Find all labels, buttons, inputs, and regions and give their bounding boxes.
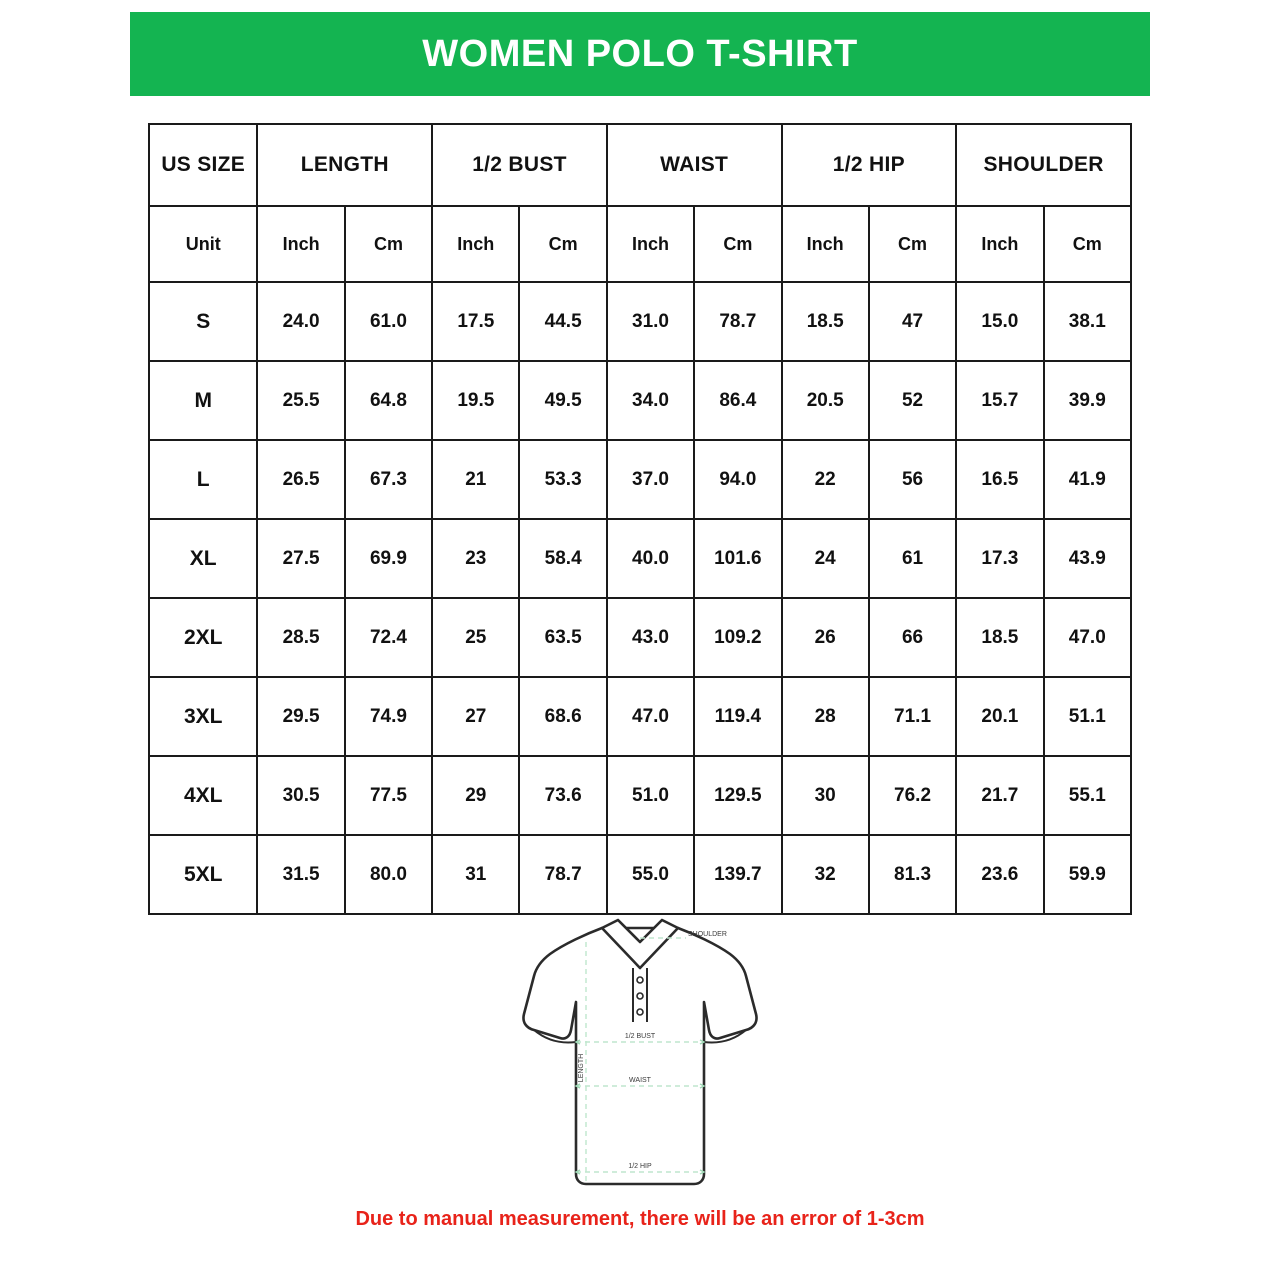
unit-length-inch: Inch (257, 206, 344, 282)
cell-length-cm: 74.9 (345, 677, 432, 756)
unit-label: Unit (149, 206, 257, 282)
table-row (149, 756, 1131, 835)
cell-bust-cm: 53.3 (519, 440, 606, 519)
cell-shoulder-cm: 47.0 (1044, 598, 1131, 677)
page-title: WOMEN POLO T-SHIRT (422, 32, 858, 75)
group-header-us-size: US SIZE (149, 124, 257, 206)
cell-waist-cm: 101.6 (694, 519, 781, 598)
cell-hip-cm: 56 (869, 440, 956, 519)
cell-length-cm: 67.3 (345, 440, 432, 519)
cell-shoulder-inch: 21.7 (956, 756, 1043, 835)
diagram-label-waist: WAIST (629, 1077, 651, 1084)
table-row (149, 361, 1131, 440)
row-size-label: XL (149, 519, 257, 598)
cell-shoulder-inch: 20.1 (956, 677, 1043, 756)
cell-length-inch: 26.5 (257, 440, 344, 519)
cell-waist-inch: 51.0 (607, 756, 694, 835)
cell-shoulder-cm: 38.1 (1044, 282, 1131, 361)
cell-waist-inch: 31.0 (607, 282, 694, 361)
table-row (149, 598, 1131, 677)
unit-bust-cm: Cm (519, 206, 606, 282)
row-size-label: L (149, 440, 257, 519)
cell-hip-cm: 66 (869, 598, 956, 677)
cell-waist-inch: 55.0 (607, 835, 694, 914)
cell-shoulder-cm: 39.9 (1044, 361, 1131, 440)
cell-length-cm: 80.0 (345, 835, 432, 914)
group-header-waist: WAIST (607, 124, 782, 206)
cell-shoulder-inch: 23.6 (956, 835, 1043, 914)
cell-waist-cm: 129.5 (694, 756, 781, 835)
cell-bust-inch: 31 (432, 835, 519, 914)
cell-hip-cm: 76.2 (869, 756, 956, 835)
cell-waist-cm: 78.7 (694, 282, 781, 361)
unit-bust-inch: Inch (432, 206, 519, 282)
cell-hip-inch: 32 (782, 835, 869, 914)
header-banner (130, 12, 1150, 96)
diagram-label-half-hip: 1/2 HIP (628, 1163, 652, 1170)
diagram-label-length: LENGTH (578, 1053, 585, 1083)
cell-length-inch: 30.5 (257, 756, 344, 835)
cell-hip-cm: 52 (869, 361, 956, 440)
cell-length-cm: 61.0 (345, 282, 432, 361)
cell-shoulder-inch: 15.7 (956, 361, 1043, 440)
cell-hip-cm: 71.1 (869, 677, 956, 756)
row-size-label: 4XL (149, 756, 257, 835)
cell-shoulder-cm: 51.1 (1044, 677, 1131, 756)
cell-hip-inch: 18.5 (782, 282, 869, 361)
cell-waist-inch: 40.0 (607, 519, 694, 598)
cell-bust-cm: 63.5 (519, 598, 606, 677)
row-size-label: S (149, 282, 257, 361)
cell-length-cm: 69.9 (345, 519, 432, 598)
cell-bust-inch: 27 (432, 677, 519, 756)
cell-bust-inch: 29 (432, 756, 519, 835)
cell-hip-inch: 28 (782, 677, 869, 756)
cell-hip-cm: 81.3 (869, 835, 956, 914)
cell-bust-cm: 73.6 (519, 756, 606, 835)
cell-shoulder-cm: 59.9 (1044, 835, 1131, 914)
size-table (148, 123, 1132, 915)
cell-shoulder-inch: 17.3 (956, 519, 1043, 598)
cell-waist-cm: 139.7 (694, 835, 781, 914)
cell-hip-cm: 61 (869, 519, 956, 598)
diagram-label-shoulder: SHOULDER (688, 931, 727, 938)
cell-length-inch: 28.5 (257, 598, 344, 677)
cell-length-inch: 29.5 (257, 677, 344, 756)
polo-shirt-diagram (0, 890, 1280, 1200)
table-unit-row (149, 206, 1131, 282)
cell-shoulder-cm: 41.9 (1044, 440, 1131, 519)
cell-waist-cm: 109.2 (694, 598, 781, 677)
cell-length-cm: 64.8 (345, 361, 432, 440)
size-table-container (148, 123, 1132, 915)
polo-shirt-icon (490, 890, 790, 1190)
cell-length-inch: 31.5 (257, 835, 344, 914)
unit-shoulder-cm: Cm (1044, 206, 1131, 282)
group-header-shoulder: SHOULDER (956, 124, 1131, 206)
diagram-label-half-bust: 1/2 BUST (624, 1033, 656, 1040)
cell-bust-inch: 25 (432, 598, 519, 677)
row-size-label: 2XL (149, 598, 257, 677)
cell-waist-inch: 34.0 (607, 361, 694, 440)
cell-hip-inch: 20.5 (782, 361, 869, 440)
table-group-header-row (149, 124, 1131, 206)
table-row (149, 440, 1131, 519)
measurement-note: Due to manual measurement, there will be an error of 1-3cm (355, 1208, 925, 1230)
cell-shoulder-inch: 18.5 (956, 598, 1043, 677)
cell-length-inch: 24.0 (257, 282, 344, 361)
cell-waist-inch: 47.0 (607, 677, 694, 756)
cell-bust-inch: 21 (432, 440, 519, 519)
cell-bust-cm: 58.4 (519, 519, 606, 598)
cell-waist-inch: 37.0 (607, 440, 694, 519)
cell-bust-cm: 78.7 (519, 835, 606, 914)
row-size-label: 3XL (149, 677, 257, 756)
unit-waist-cm: Cm (694, 206, 781, 282)
group-header-half-hip: 1/2 HIP (782, 124, 957, 206)
cell-hip-inch: 30 (782, 756, 869, 835)
unit-waist-inch: Inch (607, 206, 694, 282)
cell-bust-inch: 17.5 (432, 282, 519, 361)
cell-length-inch: 27.5 (257, 519, 344, 598)
unit-length-cm: Cm (345, 206, 432, 282)
cell-hip-inch: 22 (782, 440, 869, 519)
cell-bust-inch: 23 (432, 519, 519, 598)
cell-waist-inch: 43.0 (607, 598, 694, 677)
unit-shoulder-inch: Inch (956, 206, 1043, 282)
cell-waist-cm: 86.4 (694, 361, 781, 440)
cell-hip-inch: 26 (782, 598, 869, 677)
cell-shoulder-inch: 16.5 (956, 440, 1043, 519)
cell-bust-inch: 19.5 (432, 361, 519, 440)
cell-waist-cm: 119.4 (694, 677, 781, 756)
cell-bust-cm: 68.6 (519, 677, 606, 756)
table-row (149, 677, 1131, 756)
unit-hip-cm: Cm (869, 206, 956, 282)
cell-hip-cm: 47 (869, 282, 956, 361)
cell-shoulder-cm: 55.1 (1044, 756, 1131, 835)
cell-waist-cm: 94.0 (694, 440, 781, 519)
group-header-length: LENGTH (257, 124, 432, 206)
cell-bust-cm: 49.5 (519, 361, 606, 440)
cell-length-cm: 72.4 (345, 598, 432, 677)
table-row (149, 519, 1131, 598)
group-header-half-bust: 1/2 BUST (432, 124, 607, 206)
cell-shoulder-cm: 43.9 (1044, 519, 1131, 598)
table-row (149, 282, 1131, 361)
cell-length-inch: 25.5 (257, 361, 344, 440)
cell-bust-cm: 44.5 (519, 282, 606, 361)
cell-shoulder-inch: 15.0 (956, 282, 1043, 361)
row-size-label: 5XL (149, 835, 257, 914)
unit-hip-inch: Inch (782, 206, 869, 282)
cell-length-cm: 77.5 (345, 756, 432, 835)
row-size-label: M (149, 361, 257, 440)
cell-hip-inch: 24 (782, 519, 869, 598)
